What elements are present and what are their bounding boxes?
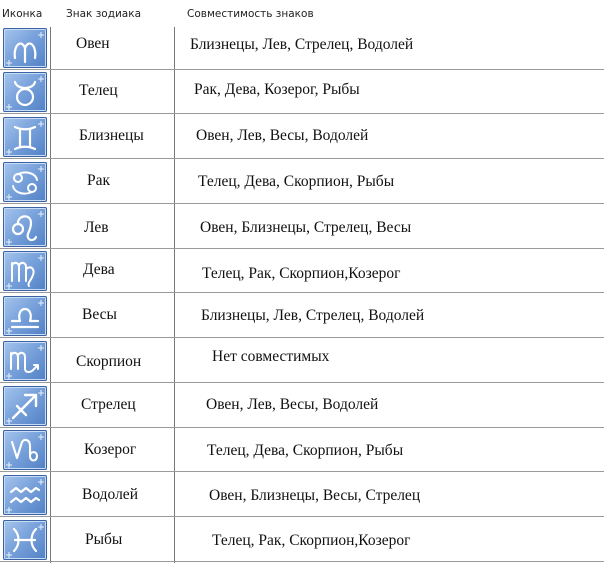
compatibility-text: Телец, Дева, Скорпион, Рыбы <box>198 173 395 190</box>
table-row <box>0 428 604 472</box>
sagittarius-icon <box>3 386 47 426</box>
header-compatibility-column: Совместимость знаков <box>187 8 314 20</box>
compatibility-text: Телец, Дева, Скорпион, Рыбы <box>207 442 404 459</box>
leo-icon <box>3 207 47 247</box>
table-row <box>0 205 604 249</box>
row-divider <box>0 113 604 114</box>
row-divider <box>0 158 604 159</box>
sign-name: Близнецы <box>79 127 144 144</box>
sign-name: Стрелец <box>81 396 136 413</box>
capricorn-icon <box>3 430 47 470</box>
compatibility-text: Овен, Близнецы, Стрелец, Весы <box>200 219 412 236</box>
compatibility-text: Близнецы, Лев, Стрелец, Водолей <box>190 36 414 53</box>
sign-name: Овен <box>76 35 110 52</box>
table-row <box>0 294 604 338</box>
sign-name: Лев <box>84 219 109 236</box>
table-row <box>0 249 604 293</box>
compatibility-text: Близнецы, Лев, Стрелец, Водолей <box>201 307 425 324</box>
sign-name: Дева <box>83 261 115 278</box>
sign-name: Рак <box>87 172 111 189</box>
table-header <box>0 0 604 26</box>
row-divider <box>0 382 604 383</box>
sign-name: Козерог <box>84 441 137 458</box>
table-row <box>0 518 604 562</box>
aries-icon <box>3 28 47 68</box>
sign-name: Весы <box>82 306 117 323</box>
row-divider <box>0 471 604 472</box>
row-divider <box>0 337 604 338</box>
compatibility-text: Овен, Близнецы, Весы, Стрелец <box>209 487 421 504</box>
compatibility-text: Нет совместимых <box>212 348 330 365</box>
sign-name: Водолей <box>82 486 138 503</box>
pisces-icon <box>3 520 47 560</box>
gemini-icon <box>3 117 47 157</box>
row-divider <box>0 516 604 517</box>
aquarius-icon <box>3 475 47 515</box>
row-divider <box>0 292 604 293</box>
virgo-icon <box>3 251 47 291</box>
table-row <box>0 115 604 159</box>
table-row <box>0 339 604 383</box>
table-row <box>0 26 604 70</box>
compatibility-text: Телец, Рак, Скорпион,Козерог <box>212 532 411 549</box>
table-row <box>0 473 604 517</box>
libra-icon <box>3 296 47 336</box>
table-row <box>0 160 604 204</box>
table-row <box>0 70 604 114</box>
cancer-icon <box>3 162 47 202</box>
scorpio-icon <box>3 341 47 381</box>
table-row <box>0 384 604 428</box>
row-divider <box>0 561 604 562</box>
taurus-icon <box>3 72 47 112</box>
compatibility-text: Овен, Лев, Весы, Водолей <box>196 127 369 144</box>
compatibility-text: Рак, Дева, Козерог, Рыбы <box>194 81 360 98</box>
compatibility-text: Овен, Лев, Весы, Водолей <box>206 396 379 413</box>
compatibility-text: Телец, Рак, Скорпион,Козерог <box>202 265 401 282</box>
header-sign-column: Знак зодиака <box>66 8 142 20</box>
sign-name: Телец <box>79 82 118 99</box>
row-divider <box>0 203 604 204</box>
sign-name: Скорпион <box>76 353 142 370</box>
sign-name: Рыбы <box>85 531 123 548</box>
header-icon-column: Иконка <box>2 8 43 20</box>
